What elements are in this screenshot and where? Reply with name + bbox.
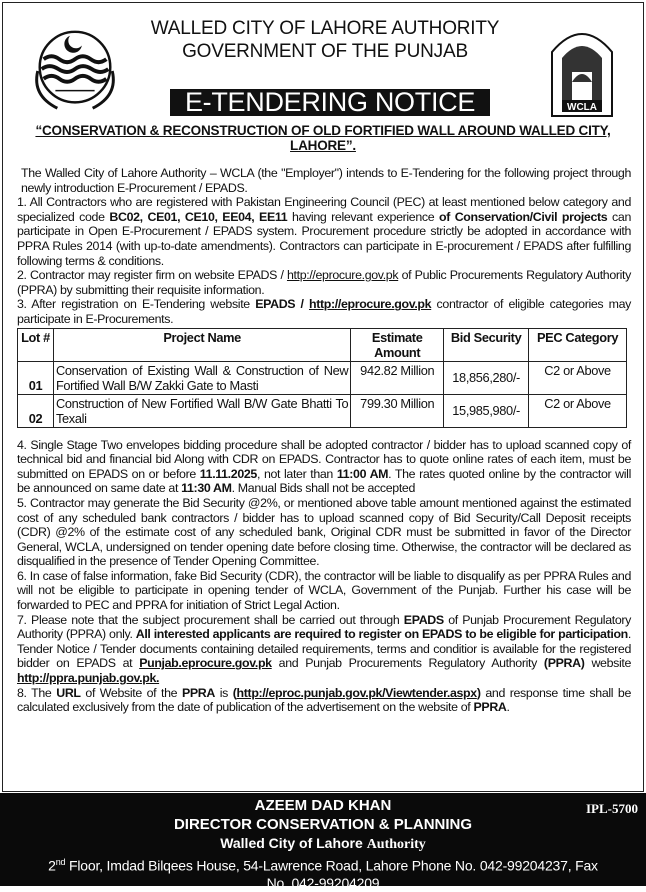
- text-segment: BC02, CE01, CE10, EE04, EE11: [109, 209, 288, 224]
- cell-security: 18,856,280/-: [444, 361, 529, 394]
- link-text[interactable]: http://ppra.punjab.gov.pk.: [17, 671, 160, 686]
- punjab-emblem-logo: [26, 22, 124, 120]
- text-segment: and Punjab Procurements Regulatory Authority: [271, 656, 544, 671]
- wcla-logo: [548, 22, 616, 118]
- column-header: Estimate Amount: [351, 328, 444, 361]
- cell-security: 15,985,980/-: [444, 394, 529, 427]
- text-segment: contractor of eligible categories may participate in E-Procurements.: [17, 297, 631, 326]
- cell-name: Conservation of Existing Wall & Construction of New Fortified Wall B/W Zakki Gate to Masti: [53, 361, 350, 394]
- paragraph: [17, 166, 631, 195]
- lots-table: [17, 328, 627, 428]
- link-text[interactable]: http://eprocure.gov.pk: [309, 297, 432, 312]
- text-segment: 11:00 AM: [336, 466, 389, 481]
- text-segment: PPRA: [181, 685, 215, 700]
- text-segment: 6. In case of false information, fake Bid Security (CDR), the contractor will be liable to disqualify as per PPRA Rules and will not be eligible to participate in opening tender of WCLA, Government of the Punjab. Further his case will be forwarded to PEC and PPRA for initiation of Strict Legal Action.: [17, 568, 631, 613]
- paragraph: [17, 438, 631, 496]
- svg-text:WCLA: WCLA: [567, 102, 597, 113]
- text-segment: of Conservation/Civil projects: [438, 209, 608, 224]
- text-segment: URL: [56, 685, 81, 700]
- text-segment: 8. The: [17, 685, 57, 700]
- text-segment: 4. Single Stage Two envelopes bidding procedure shall be adopted contractor / bidder has to upload scanned copy of technical bid and financial bid Along with CDR on EPADS. Contractor has to quote online rates of each item, must be submitted on EPADS on or before: [17, 437, 631, 481]
- text-segment: of Website of the: [80, 685, 182, 700]
- officer-name: AZEEM DAD KHAN: [254, 797, 392, 814]
- paragraph: [17, 686, 631, 715]
- text-segment: 2. Contractor may register firm on website EPADS /: [17, 268, 287, 283]
- officer-designation: DIRECTOR CONSERVATION & PLANNING: [173, 816, 473, 833]
- column-header: PEC Category: [529, 328, 627, 361]
- table-row: [18, 394, 627, 427]
- cell-pec: C2 or Above: [529, 361, 627, 394]
- text-segment: . The rates quoted online by the contractor will be announced on same date at: [17, 466, 631, 496]
- floor-number: 2: [48, 857, 56, 874]
- text-segment: All interested applicants are required to register on EPADS to be eligible for participation: [135, 627, 628, 642]
- column-header: Lot #: [18, 328, 54, 361]
- fax-number: No. 042-99204209: [266, 874, 380, 891]
- link-text[interactable]: http://eproc.punjab.gov.pk/Viewtender.aspx: [236, 685, 477, 700]
- text-segment: 5. Contractor may generate the Bid Security @2%, or mentioned above table amount mentioned against the estimated cost of any scheduled bank contractors / bidder has to upload scanned copy of Bid Security/Call Deposit receipts (CDR) @2% of the estimate cost of any scheduled bank, Original CDR must be submitted in favor of the Director General, WCLA, undersigned on tender opening date before closing time. Otherwise, the contractor will be declared as disqualified in the presence of Tender Opening Committee.: [17, 495, 631, 569]
- column-header: Project Name: [53, 328, 350, 361]
- cell-estimate: 799.30 Million: [351, 394, 444, 427]
- paragraph: [17, 268, 631, 297]
- paragraph: [17, 569, 631, 613]
- signature-footer: [0, 793, 646, 891]
- cell-lot: 01: [18, 361, 54, 394]
- cell-lot: 02: [18, 394, 54, 427]
- paragraph: [17, 613, 631, 686]
- text-segment: (PPRA): [543, 656, 585, 671]
- notice-body: [17, 166, 631, 715]
- address-text: Floor, Imdad Bilqees House, 54-Lawrence Road, Lahore Phone No. 042-99204237, Fax: [65, 857, 598, 874]
- cell-name: Construction of New Fortified Wall B/W Gate Bhatti To Texali: [53, 394, 350, 427]
- text-segment: PPRA: [473, 700, 507, 715]
- link-text[interactable]: http://eprocure.gov.pk: [286, 268, 399, 283]
- org-line-a: Walled City of Lahore: [220, 835, 363, 851]
- org-name: WALLED CITY OF LAHORE AUTHORITY: [150, 18, 500, 39]
- paragraph: [17, 297, 631, 326]
- text-segment: is: [215, 685, 233, 700]
- text-segment: of Public Procurements Regulatory Authority (PPRA) by submitting their requisite information.: [17, 268, 631, 297]
- table-row: [18, 361, 627, 394]
- column-header: Bid Security: [444, 328, 529, 361]
- text-segment: .: [506, 700, 510, 715]
- notice-title-banner: E-TENDERING NOTICE: [170, 89, 490, 116]
- text-segment: 11:30 AM: [181, 481, 232, 496]
- text-segment: , not later than: [256, 466, 337, 481]
- text-segment: EPADS: [403, 612, 444, 627]
- text-segment: 7. Please note that the subject procurement shall be carried out through: [17, 612, 404, 627]
- text-segment: can participate in Open E-Procurement / EPADS system. Procurement procedure strictly be adopted in accordance with PPRA Rules 2014 (with up-to-date amendments). Contractors can participate in E-procurement / EPADS after fulfilling following terms & conditions.: [17, 209, 631, 268]
- text-segment: of Punjab Procurement Regulatory Authority (PPRA) only.: [17, 612, 631, 642]
- text-segment: ): [476, 685, 481, 700]
- link-text[interactable]: Punjab.eprocure.gov.pk: [139, 656, 272, 671]
- text-segment: (: [232, 685, 237, 700]
- office-address: [0, 854, 646, 875]
- org-line-b: Authority: [366, 837, 426, 852]
- text-segment: EPADS /: [255, 297, 310, 312]
- paragraph: [17, 195, 631, 268]
- text-segment: The Walled City of Lahore Authority – WCLA (the "Employer") intends to E-Tendering for the following project through newly introduction E-Procurement / EPADS.: [21, 166, 631, 195]
- tender-subject: “CONSERVATION & RECONSTRUCTION OF OLD FORTIFIED WALL AROUND WALLED CITY, LAHORE”.: [35, 123, 611, 153]
- text-segment: . Manual Bids shall not be accepted: [231, 481, 415, 496]
- officer-org: [0, 834, 646, 854]
- text-segment: having relevant experience: [287, 209, 439, 224]
- floor-suffix: nd: [55, 857, 66, 867]
- text-segment: 11.11.2025: [199, 466, 257, 481]
- cell-pec: C2 or Above: [529, 394, 627, 427]
- text-segment: website: [584, 656, 632, 671]
- text-segment: 1. All Contractors who are registered with Pakistan Engineering Council (PEC) at least mentioned below category and specialized code: [17, 195, 631, 224]
- cell-estimate: 942.82 Million: [351, 361, 444, 394]
- paragraph: [17, 496, 631, 569]
- text-segment: 3. After registration on E-Tendering website: [17, 297, 256, 312]
- text-segment: . Tender Notice / Tender documents containing detailed requirements, terms and conditior is available for the registered bidder on EPADS at: [17, 627, 631, 671]
- ad-reference: IPL-5700: [586, 801, 638, 816]
- text-segment: and response time shall be calculated exclusively from the date of publication of the advertisement on the website of: [17, 685, 632, 715]
- government-name: GOVERNMENT OF THE PUNJAB: [182, 41, 468, 62]
